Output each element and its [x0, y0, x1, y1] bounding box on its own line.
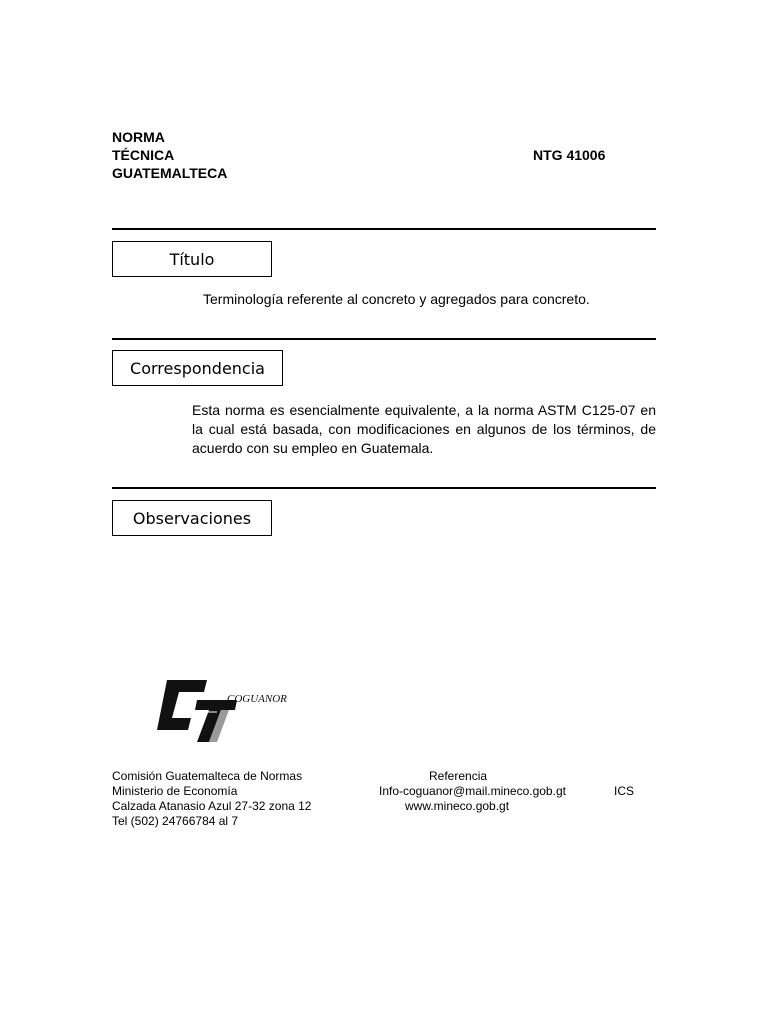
titulo-box [112, 241, 272, 277]
footer-web-link[interactable]: www.mineco.gob.gt [405, 799, 510, 813]
norma-header [112, 128, 227, 182]
correspondencia-text: Esta norma es esencialmente equivalente, a la norma ASTM C125-07 en la cual está basada, con modificaciones en algunos de los términos, de acuerdo con su empleo en Guatemala. [192, 402, 656, 456]
header-line-guatemalteca: GUATEMALTECA [112, 165, 228, 181]
footer-email-link[interactable]: Info-coguanor@mail.mineco.gob.gt [379, 784, 566, 798]
observaciones-box [112, 500, 272, 536]
footer-line-3: Calzada Atanasio Azul 27-32 zona 12 [112, 799, 312, 813]
titulo-label: Título [169, 249, 215, 269]
footer-line-1: Comisión Guatemalteca de Normas [112, 769, 303, 783]
divider-1 [112, 228, 656, 230]
footer-address [112, 769, 311, 829]
footer-ics: ICS [614, 784, 635, 798]
header-line-tecnica: TÉCNICA [112, 147, 175, 163]
footer-line-2: Ministerio de Economía [112, 784, 238, 798]
header-line-norma: NORMA [112, 129, 165, 145]
correspondencia-box [112, 350, 283, 386]
titulo-text: Terminología referente al concreto y agregados para concreto. [203, 291, 590, 307]
footer-referencia: Referencia [429, 769, 488, 783]
logo-text: COGUANOR [227, 693, 287, 705]
divider-2 [112, 338, 656, 340]
correspondencia-label: Correspondencia [130, 358, 265, 378]
norm-code: NTG 41006 [533, 147, 606, 163]
footer-line-4: Tel (502) 24766784 al 7 [112, 814, 239, 828]
divider-3 [112, 487, 656, 489]
observaciones-label: Observaciones [132, 508, 252, 528]
coguanor-logo-icon [145, 668, 287, 752]
coguanor-logo [145, 668, 287, 752]
